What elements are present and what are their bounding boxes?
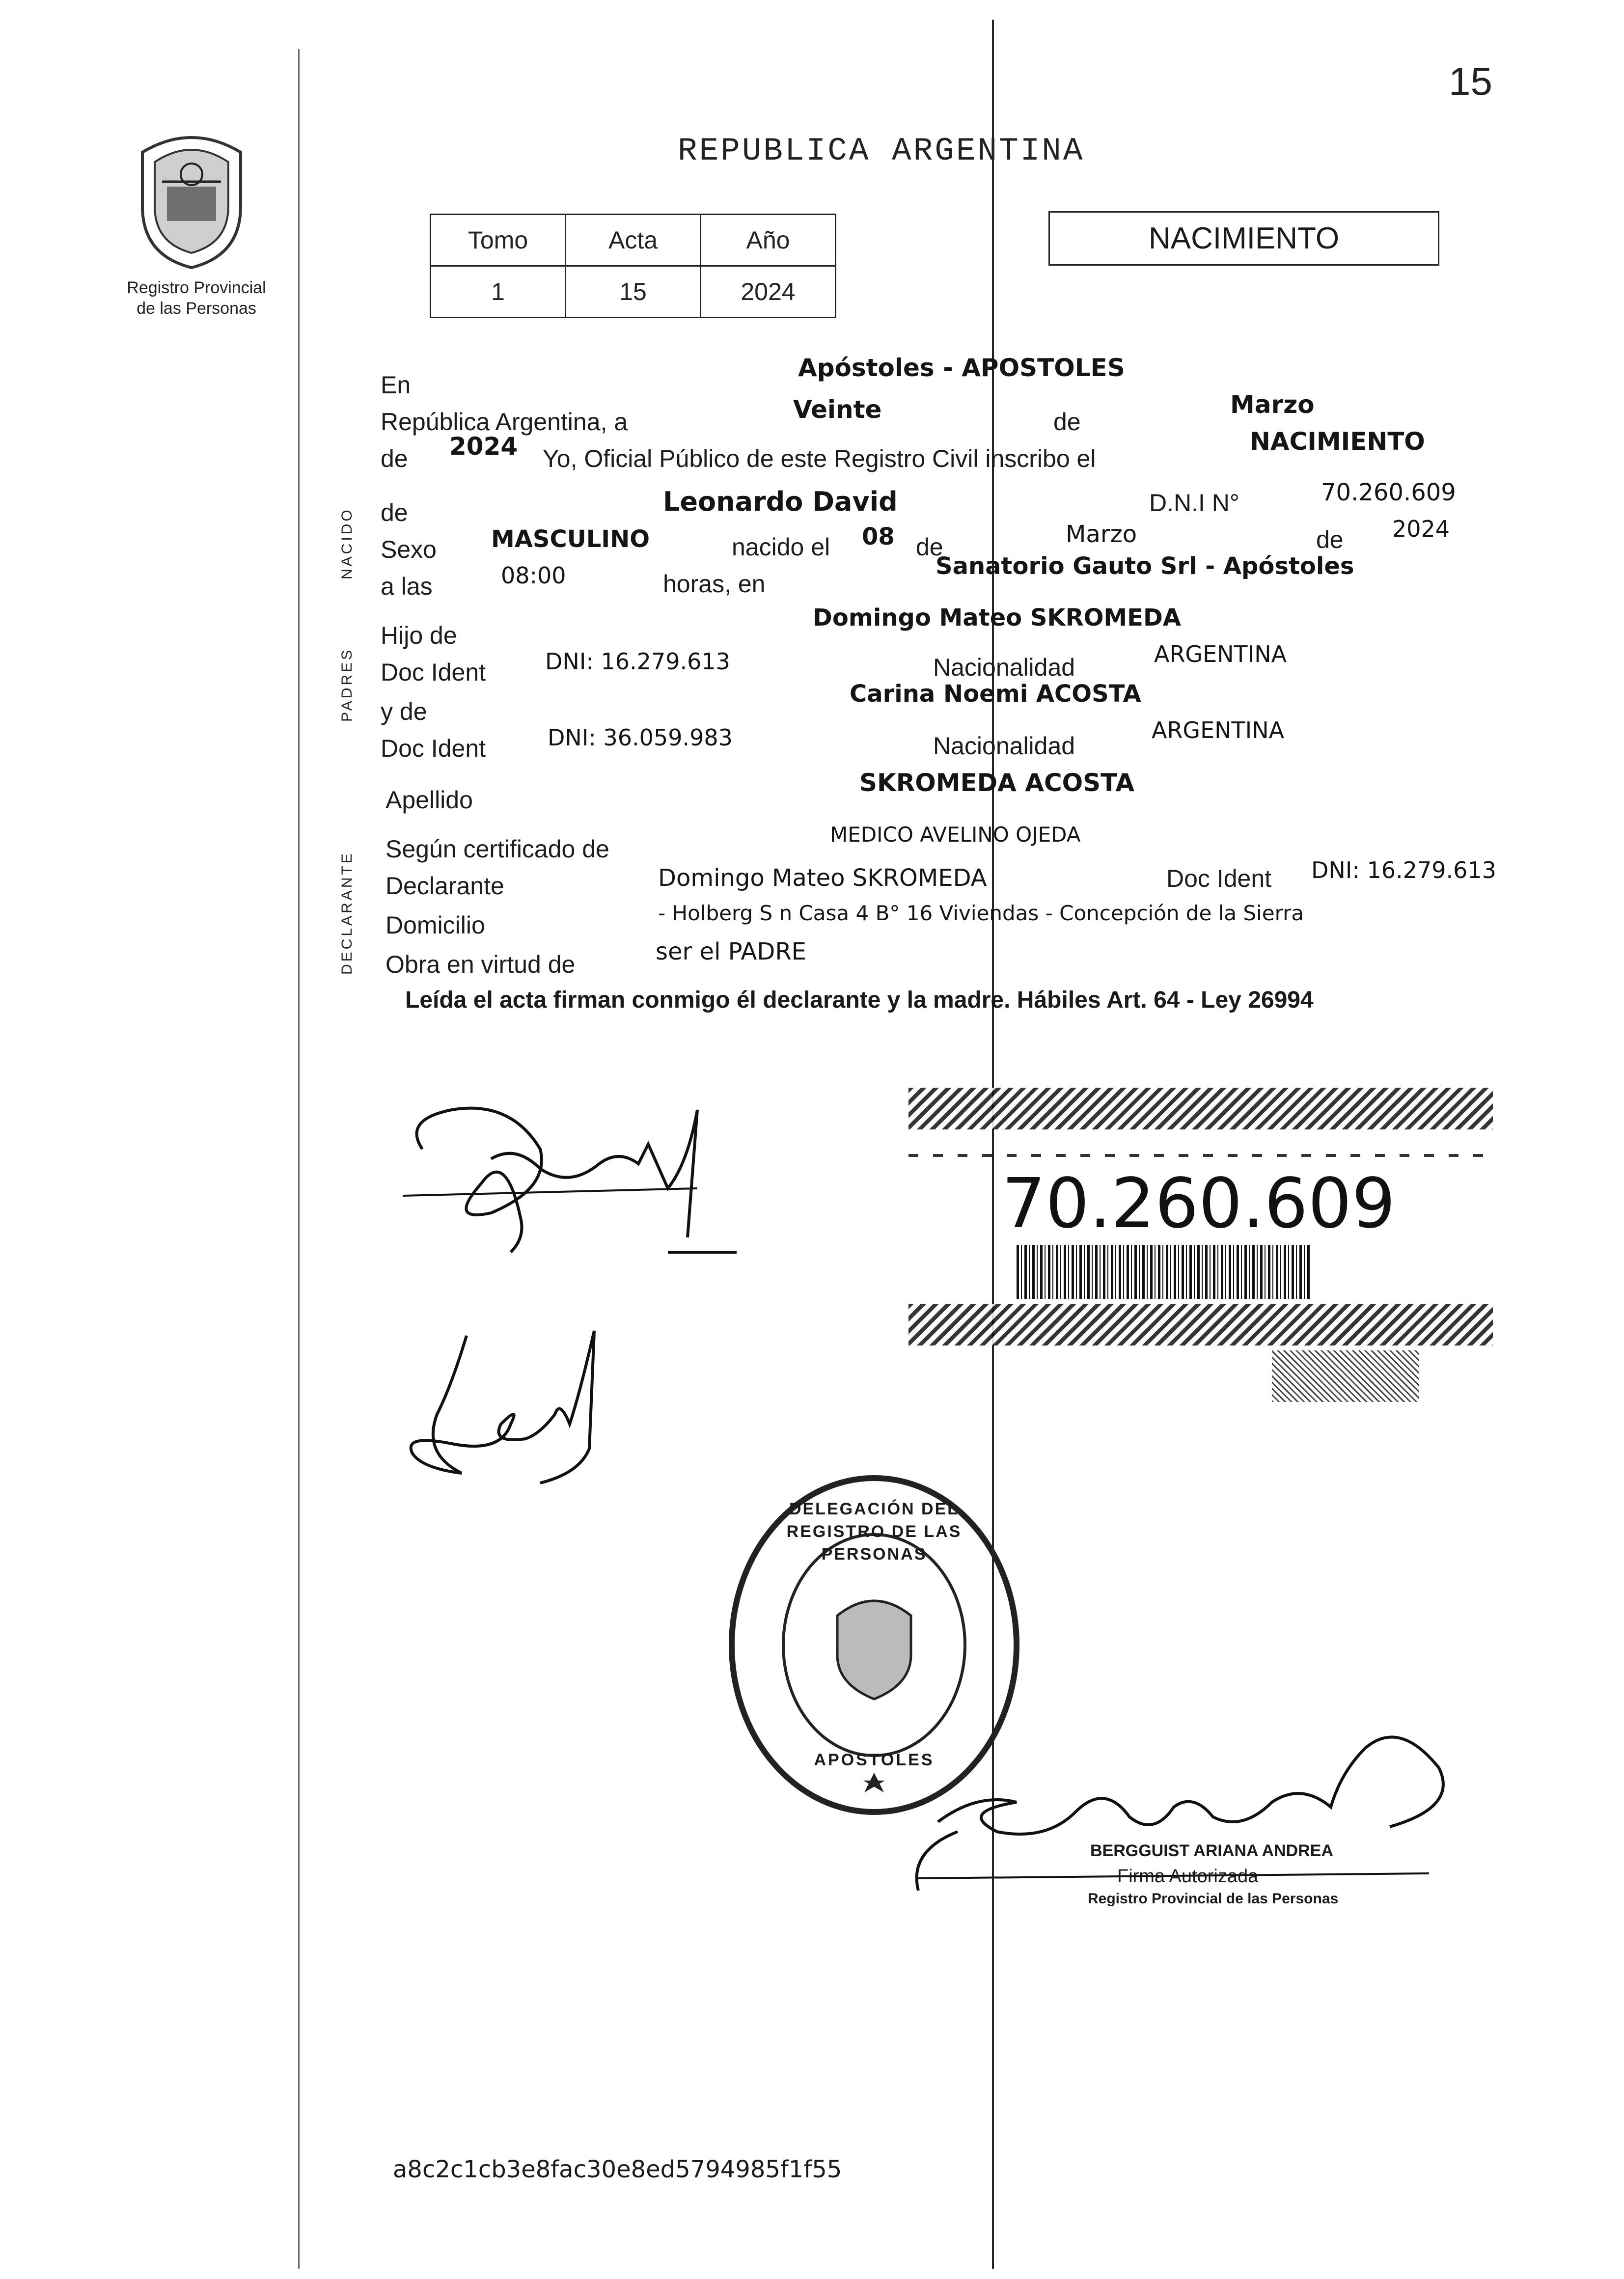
value-anio: 2024 [701, 266, 836, 318]
value-madre-nac: ARGENTINA [1152, 717, 1285, 743]
value-padre-nac: ARGENTINA [1154, 641, 1287, 667]
label-sexo: Sexo [381, 536, 437, 563]
page-number: 15 [1449, 59, 1492, 103]
value-apellido: SKROMEDA ACOSTA [859, 769, 1135, 797]
value-declarante-doc: DNI: 16.279.613 [1311, 857, 1496, 883]
label-oficial: Yo, Oficial Público de este Registro Civil inscribo el [543, 445, 1096, 472]
label-de-anio: de [381, 445, 408, 472]
seal-ring-text: DELEGACIÓN DEL REGISTRO DE LAS PERSONAS [786, 1500, 962, 1564]
label-domicilio: Domicilio [385, 911, 485, 939]
value-hora: 08:00 [501, 562, 566, 589]
label-hijo-de: Hijo de [381, 622, 457, 649]
label-nacionalidad2: Nacionalidad [933, 732, 1075, 760]
label-de3: de [1316, 526, 1344, 553]
value-dia: Veinte [793, 395, 882, 424]
mother-signature [393, 1326, 638, 1512]
id-stamp [908, 1088, 1493, 1402]
value-padre: Domingo Mateo SKROMEDA [813, 604, 1181, 632]
stamp-barcode [1017, 1245, 1311, 1299]
side-label-nacido: NACIDO [339, 507, 355, 579]
value-tipo: NACIMIENTO [1250, 427, 1425, 456]
header-acta: Acta [566, 215, 701, 266]
side-label-declarante: DECLARANTE [339, 851, 355, 975]
label-horas-en: horas, en [663, 570, 766, 598]
register-table [430, 214, 836, 318]
left-margin-line [298, 49, 300, 2269]
value-obra: ser el PADRE [656, 938, 807, 965]
header-tomo: Tomo [431, 215, 566, 266]
province-shield-icon [128, 123, 255, 270]
label-de-mes: de [1053, 408, 1081, 436]
label-a-las: a las [381, 573, 433, 600]
label-doc-ident1: Doc Ident [381, 659, 486, 686]
label-doc-ident2: Doc Ident [381, 735, 486, 762]
label-apellido: Apellido [385, 786, 473, 814]
value-certificado: MEDICO AVELINO OJEDA [830, 823, 1081, 847]
value-declarante: Domingo Mateo SKROMEDA [658, 864, 987, 892]
value-nombre: Leonardo David [663, 486, 898, 517]
table-value-row [431, 266, 836, 318]
stamp-wave-top [908, 1088, 1493, 1129]
act-type-box: NACIMIENTO [1048, 211, 1439, 266]
closing-statement: Leída el acta firman conmigo él declarante y la madre. Hábiles Art. 64 - Ley 26994 [405, 987, 1314, 1013]
label-y-de: y de [381, 698, 427, 725]
label-nacido-el: nacido el [732, 533, 830, 561]
value-mes-nac: Marzo [1066, 521, 1137, 548]
logo-caption [98, 277, 295, 319]
stamp-dash-line [908, 1154, 1493, 1157]
label-dni: D.N.I N° [1149, 489, 1239, 517]
page-title: REPUBLICA ARGENTINA [678, 133, 1085, 169]
officer-org: Registro Provincial de las Personas [1088, 1891, 1339, 1907]
label-republica: República Argentina, a [381, 408, 628, 436]
label-en: En [381, 371, 411, 399]
label-doc-ident3: Doc Ident [1166, 865, 1272, 892]
value-sexo: MASCULINO [491, 525, 650, 553]
registry-logo [128, 123, 255, 270]
value-anio: 2024 [449, 432, 518, 461]
value-lugar-nac: Sanatorio Gauto Srl - Apóstoles [936, 552, 1354, 580]
table-header-row [431, 215, 836, 266]
value-lugar: Apóstoles - APOSTOLES [798, 354, 1125, 382]
value-madre: Carina Noemi ACOSTA [850, 680, 1141, 708]
document-hash: a8c2c1cb3e8fac30e8ed5794985f1f55 [393, 2156, 842, 2183]
value-domicilio: - Holberg S n Casa 4 B° 16 Viviendas - Concepción de la Sierra [658, 901, 1304, 925]
logo-caption-line1: Registro Provincial [127, 278, 266, 297]
side-label-padres: PADRES [339, 647, 355, 722]
value-madre-doc: DNI: 36.059.983 [548, 724, 733, 751]
label-de2: de [916, 533, 943, 561]
officer-name: BERGGUIST ARIANA ANDREA [1090, 1841, 1333, 1860]
label-declarante: Declarante [385, 872, 504, 900]
declarant-signature [393, 1090, 761, 1296]
stamp-wave-bottom [908, 1304, 1493, 1345]
stamp-number: 70.260.609 [1002, 1164, 1396, 1244]
header-anio: Año [701, 215, 836, 266]
value-padre-doc: DNI: 16.279.613 [545, 648, 730, 675]
value-mes: Marzo [1230, 390, 1315, 419]
value-tomo: 1 [431, 266, 566, 318]
value-anio-nac: 2024 [1392, 516, 1450, 542]
label-nacionalidad1: Nacionalidad [933, 654, 1075, 681]
logo-caption-line2: de las Personas [137, 299, 256, 318]
label-de-nombre: de [381, 499, 408, 526]
value-dia-nac: 08 [862, 523, 895, 550]
seal-city: APOSTOLES [814, 1751, 935, 1769]
officer-role: Firma Autorizada [1117, 1866, 1259, 1887]
value-dni: 70.260.609 [1321, 479, 1456, 506]
value-acta: 15 [566, 266, 701, 318]
label-obra: Obra en virtud de [385, 951, 576, 978]
label-segun: Según certificado de [385, 835, 609, 863]
stamp-hologram [1272, 1350, 1419, 1402]
